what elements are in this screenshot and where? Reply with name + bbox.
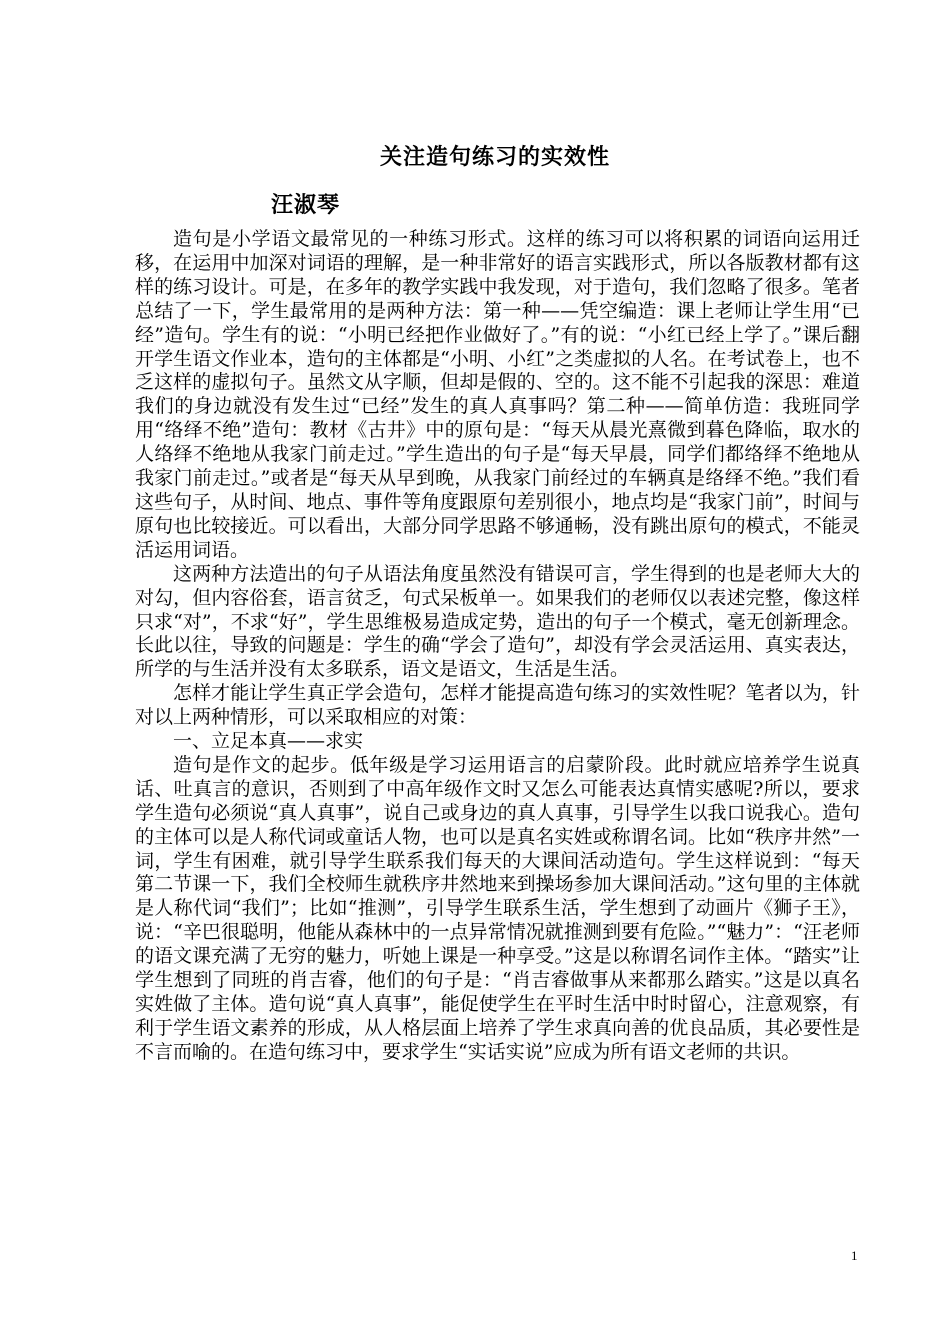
section-heading: 一、立足本真——求实 [173, 730, 364, 753]
author-name: 汪淑琴 [271, 193, 341, 218]
page-number: 1 [851, 1248, 858, 1263]
document-body [135, 228, 860, 1065]
paragraph: 造句是作文的起步。低年级是学习运用语言的启蒙阶段。此时就应培养学生说真话、吐真言的意识，否则到了中高年级作文时又怎么可能表达真情实感呢?所以，要求学生造句必须说“真人真事”，说自己或身边的真人真事，引导学生以我口说我心。造句的主体可以是人称代词或童话人物，也可以是真名实姓或称谓名词。比如“秩序井然”一词，学生有困难，就引导学生联系我们每天的大课间活动造句。学生这样说到：“每天第二节课一下，我们全校师生就秩序井然地来到操场参加大课间活动。”这句里的主体就是人称代词“我们”；比如“推测”，引导学生联系生活，学生想到了动画片《狮子王》，说：“辛巴很聪明，他能从森林中的一点异常情况就推测到要有危险。”“魅力”：“汪老师的语文课充满了无穷的魅力，听她上课是一种享受。”这是以称谓名词作主体。“踏实”让学生想到了同班的肖吉睿，他们的句子是：“肖吉睿做事从来都那么踏实。”这是以真名实姓做了主体。造句说“真人真事”，能促使学生在平时生活中时时留心，注意观察，有利于学生语文素养的形成，从人格层面上培养了学生求真向善的优良品质，其必要性是不言而喻的。在造句练习中，要求学生“实话实说”应成为所有语文老师的共识。 [135, 753, 860, 1063]
paragraph: 造句是小学语文最常见的一种练习形式。这样的练习可以将积累的词语向运用迁移，在运用中加深对词语的理解，是一种非常好的语言实践形式，所以各版教材都有这样的练习设计。可是，在多年的教学实践中我发现，对于造句，我们忽略了很多。笔者总结了一下，学生最常用的是两种方法：第一种——凭空编造：课上老师让学生用“已经”造句。学生有的说：“小明已经把作业做好了。”有的说：“小红已经上学了。”课后翻开学生语文作业本，造句的主体都是“小明、小红”之类虚拟的人名。在考试卷上，也不乏这样的虚拟句子。虽然文从字顺，但却是假的、空的。这不能不引起我的深思：难道我们的身边就没有发生过“已经”发生的真人真事吗？第二种——简单仿造：我班同学用“络绎不绝”造句：教材《古井》中的原句是：“每天从晨光熹微到暮色降临，取水的人络绎不绝地从我家门前走过。”学生造出的句子是“每天早晨，同学们都络绎不绝地从我家门前走过。”或者是“每天从早到晚，从我家门前经过的车辆真是络绎不绝。”我们看这些句子，从时间、地点、事件等角度跟原句差别很小，地点均是“我家门前”，时间与原句也比较接近。可以看出，大部分同学思路不够通畅，没有跳出原句的模式，不能灵活运用词语。 [135, 228, 860, 561]
document-title: 关注造句练习的实效性 [379, 145, 610, 170]
paragraph: 这两种方法造出的句子从语法角度虽然没有错误可言，学生得到的也是老师大大的对勾，但内容俗套，语言贫乏，句式呆板单一。如果我们的老师仅以表述完整，像这样只求“对”，不求“好”，学生思维极易造成定势，造出的句子一个模式，毫无创新理念。长此以往，导致的问题是：学生的确“学会了造句”，却没有学会灵活运用、真实表达，所学的与生活并没有太多联系，语文是语文，生活是生活。 [135, 562, 860, 681]
paragraph: 怎样才能让学生真正学会造句，怎样才能提高造句练习的实效性呢？笔者以为，针对以上两种情形，可以采取相应的对策： [135, 682, 860, 729]
